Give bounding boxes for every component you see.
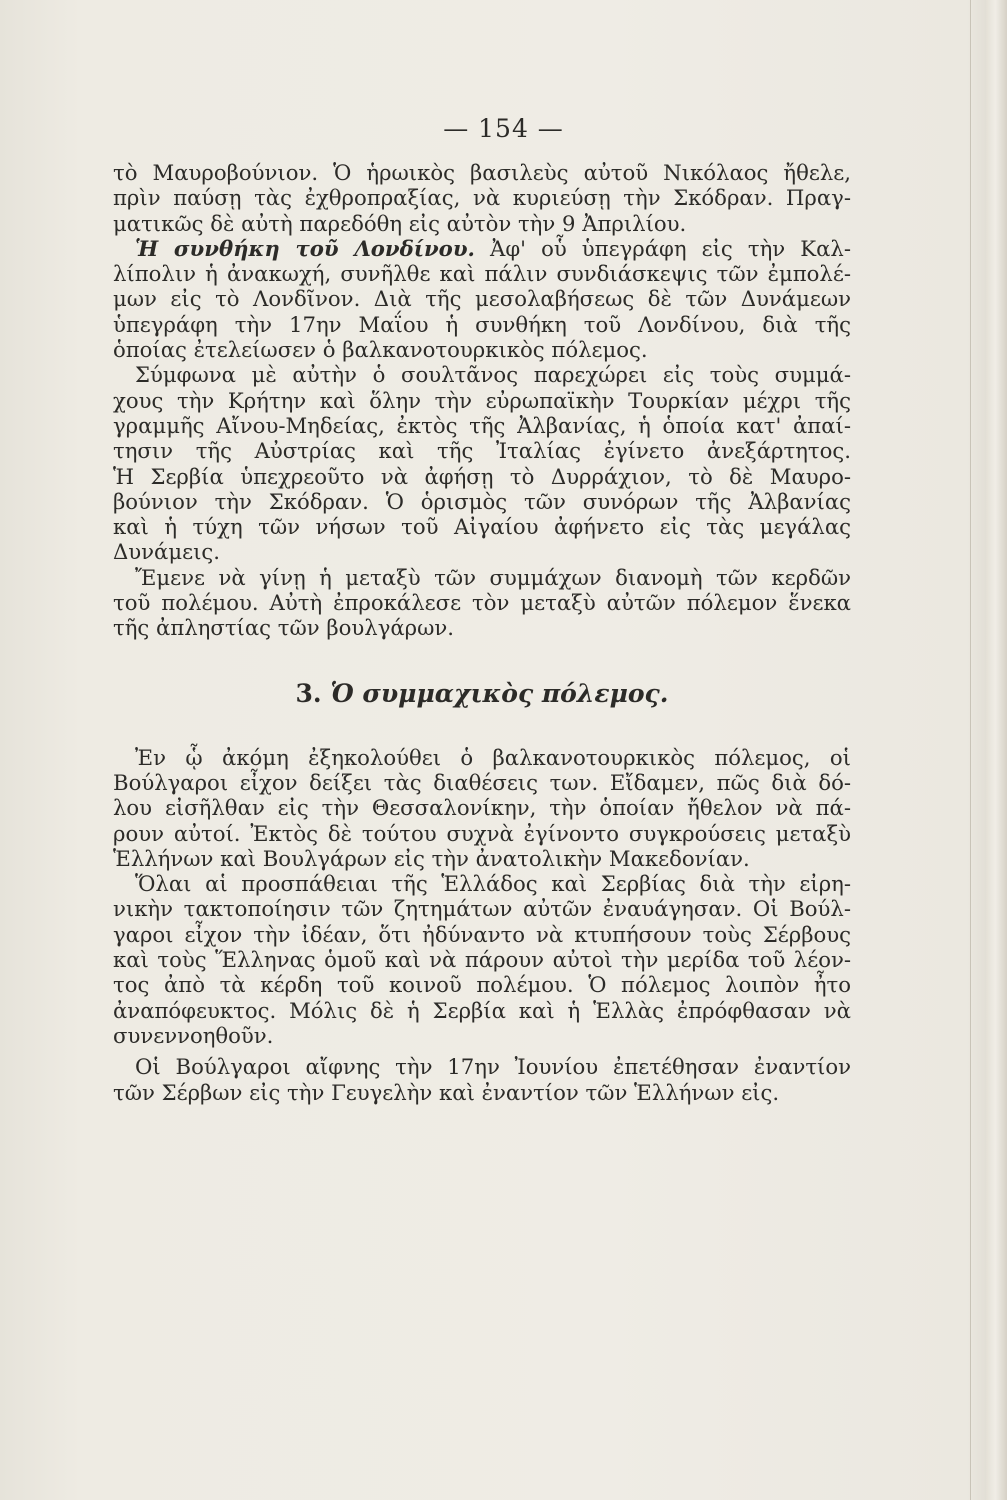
text-line: γαροι εἶχον τὴν ἰδέαν, ὅτι ἠδύναντο νὰ κτυπήσουν τοὺς Σέρβους (113, 921, 851, 947)
text-line: Οἱ Βούλγαροι αἴφνης τὴν 17ην Ἰουνίου ἐπετέθησαν ἐναντίον (135, 1054, 851, 1080)
paragraph-treaty (113, 236, 851, 362)
text-line: τῶν Σέρβων εἰς τὴν Γευγελὴν καὶ ἐναντίον τῶν Ἑλλήνων εἰς. (113, 1079, 780, 1105)
page-number: — 154 — (443, 114, 564, 143)
section-number: 3. (295, 678, 322, 708)
text-line: ὁποίας ἐτελείωσεν ὁ βαλκανοτουρκικὸς πόλεμος. (113, 337, 648, 363)
paragraph-war-3 (113, 1054, 851, 1105)
paragraph-spoils (113, 565, 851, 641)
text-line: καὶ τοὺς Ἕλληνας ὁμοῦ καὶ νὰ πάρουν αὐτοὶ τὴν μερίδα τοῦ λέον- (113, 947, 851, 973)
text-line: τησιν τῆς Αὐστρίας καὶ τῆς Ἰταλίας ἐγίνετο ἀνεξάρτητος. (113, 438, 851, 464)
paragraph-terms (113, 362, 851, 564)
text-line: τοῦ πολέμου. Αὐτὴ ἐπροκάλεσε τὸν μεταξὺ αὐτῶν πόλεμον ἕνεκα (113, 590, 851, 616)
text-line: Ἡ Σερβία ὑπεχρεοῦτο νὰ ἀφήσῃ τὸ Δυρράχιον, τὸ δὲ Μαυρο- (113, 463, 851, 489)
treaty-heading: Ἡ συνθήκη τοῦ Λονδίνου. (135, 235, 475, 261)
section-heading (113, 679, 851, 709)
paragraph-war-1 (113, 745, 851, 871)
treaty-first-line: Ἀφ' οὗ ὑπεγράφη εἰς τὴν Καλ- (490, 235, 851, 261)
text-line: Ἐν ᾧ ἀκόμη ἐξηκολούθει ὁ βαλκανοτουρκικὸς πόλεμος, οἱ (135, 744, 851, 770)
page-edge-strip (986, 0, 1007, 1500)
text-line: ἀναπόφευκτος. Μόλις δὲ ἡ Σερβία καὶ ἡ Ἑλλὰς ἐπρόφθασαν νὰ (113, 997, 851, 1023)
text-line: νικὴν τακτοποίησιν τῶν ζητημάτων αὐτῶν ἐναυάγησαν. Οἱ Βούλ- (113, 896, 851, 922)
paragraph-war-2 (113, 871, 851, 1048)
text-line: τος ἀπὸ τὰ κέρδη τοῦ κοινοῦ πολέμου. Ὁ πόλεμος λοιπὸν ἦτο (113, 972, 851, 998)
text-line: συνεννοηθοῦν. (113, 1022, 274, 1048)
text-line: ρουν αὐτοί. Ἐκτὸς δὲ τούτου συχνὰ ἐγίνοντο συγκρούσεις μεταξὺ (113, 820, 851, 846)
text-line (113, 236, 851, 261)
text-line: μων εἰς τὸ Λονδῖνον. Διὰ τῆς μεσολαβήσεως δὲ τῶν Δυνάμεων (113, 286, 851, 312)
text-line: λίπολιν ἡ ἀνακωχή, συνῆλθε καὶ πάλιν συνδιάσκεψις τῶν ἐμπολέ- (113, 261, 851, 287)
text-line: ὑπεγράφη τὴν 17ην Μαΐου ἡ συνθήκη τοῦ Λονδίνου, διὰ τῆς (113, 311, 851, 337)
page-edge-line (970, 0, 971, 1500)
text-line: χους τὴν Κρήτην καὶ ὅλην τὴν εὐρωπαϊκὴν Τουρκίαν μέχρι τῆς (113, 387, 851, 413)
text-line: Σύμφωνα μὲ αὐτὴν ὁ σουλτᾶνος παρεχώρει εἰς τοὺς συμμά- (135, 362, 851, 388)
text-line: τῆς ἀπληστίας τῶν βουλγάρων. (113, 615, 455, 641)
text-line: Βούλγαροι εἶχον δείξει τὰς διαθέσεις των. Εἴδαμεν, πῶς διὰ δό- (113, 769, 851, 795)
text-line: τὸ Μαυροβούνιον. Ὁ ἡρωικὸς βασιλεὺς αὐτοῦ Νικόλαος ἤθελε, (113, 160, 851, 185)
text-line: γραμμῆς Αἴνου-Μηδείας, ἐκτὸς τῆς Ἀλβανίας, ἡ ὁποία κατ' ἀπαί- (113, 412, 851, 438)
body-text (113, 160, 851, 1105)
text-line: βούνιον τὴν Σκόδραν. Ὁ ὁρισμὸς τῶν συνόρων τῆς Ἀλβανίας (113, 488, 851, 514)
text-line: λου εἰσῆλθαν εἰς τὴν Θεσσαλονίκην, τὴν ὁποίαν ἤθελον νὰ πά- (113, 795, 851, 821)
text-line: Ὅλαι αἱ προσπάθειαι τῆς Ἑλλάδος καὶ Σερβίας διὰ τὴν εἰρη- (135, 871, 851, 897)
text-line: Ἑλλήνων καὶ Βουλγάρων εἰς τὴν ἀνατολικὴν Μακεδονίαν. (113, 845, 750, 871)
text-line: Δυνάμεις. (113, 539, 221, 565)
paragraph-montenegro (113, 160, 851, 236)
text-line: πρὶν παύσῃ τὰς ἐχθροπραξίας, νὰ κυριεύσῃ τὴν Σκόδραν. Πραγ- (113, 185, 851, 211)
text-line: Ἔμενε νὰ γίνῃ ἡ μεταξὺ τῶν συμμάχων διανομὴ τῶν κερδῶν (135, 564, 851, 590)
text-line: ματικῶς δὲ αὐτὴ παρεδόθη εἰς αὐτὸν τὴν 9 Ἀπριλίου. (113, 210, 687, 236)
section-title: Ὁ συμμαχικὸς πόλεμος. (330, 678, 669, 708)
text-line: καὶ ἡ τύχη τῶν νήσων τοῦ Αἰγαίου ἀφήνετο εἰς τὰς μεγάλας (113, 514, 851, 540)
